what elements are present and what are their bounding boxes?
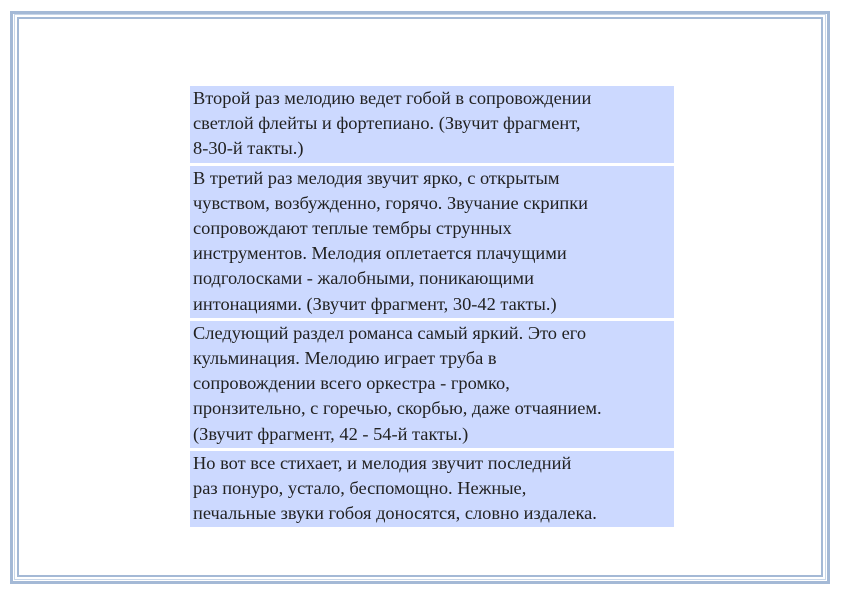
text-line: В третий раз мелодия звучит ярко, с открытым xyxy=(193,167,560,188)
text-line: интонациями. (Звучит фрагмент, 30-42 такты.) xyxy=(193,293,557,314)
paragraph-oboe-second xyxy=(190,86,674,163)
text-line: Но вот все стихает, и мелодия звучит последний xyxy=(193,452,572,473)
text-line: сопровождают теплые тембры струнных xyxy=(193,218,512,239)
text-line: светлой флейты и фортепиано. (Звучит фрагмент, xyxy=(193,113,581,134)
text-line: раз понуро, устало, беспомощно. Нежные, xyxy=(193,478,527,499)
text-line: Следующий раздел романса самый яркий. Это его xyxy=(193,322,587,343)
paragraph-violin-third xyxy=(190,166,674,318)
text-line: подголосками - жалобными, поникающими xyxy=(193,268,534,289)
paragraph-final xyxy=(190,451,674,528)
text-line: (Звучит фрагмент, 42 - 54-й такты.) xyxy=(193,423,469,444)
paragraph-culmination xyxy=(190,321,674,448)
text-line: кульминация. Мелодию играет труба в xyxy=(193,348,497,369)
text-line: Второй раз мелодию ведет гобой в сопровождении xyxy=(193,88,592,108)
text-line: пронзительно, с горечью, скорбью, даже отчаянием. xyxy=(193,398,602,419)
slide-text-box xyxy=(190,86,674,530)
text-line: печальные звуки гобоя доносятся, словно издалека. xyxy=(193,503,597,524)
text-line: инструментов. Мелодия оплетается плачущими xyxy=(193,243,567,264)
text-line: чувством, возбужденно, горячо. Звучание скрипки xyxy=(193,192,589,213)
text-line: 8-30-й такты.) xyxy=(193,138,304,159)
text-line: сопровождении всего оркестра - громко, xyxy=(193,373,510,394)
